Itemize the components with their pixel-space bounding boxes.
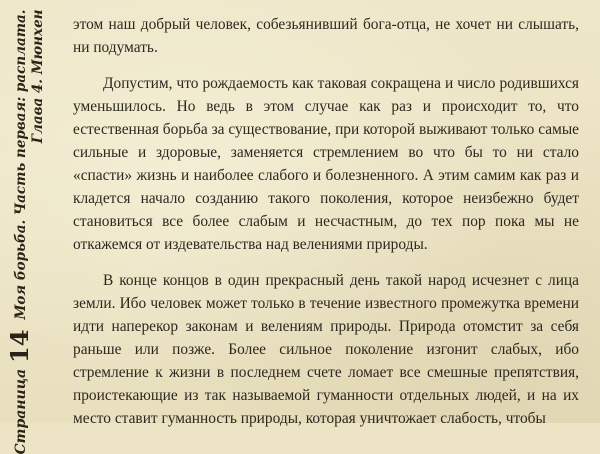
- vertical-header-rotated: [0, 0, 58, 454]
- page-number: 14: [5, 329, 34, 363]
- paragraph-3: В конце концов в один прекрасный день такой народ исчезнет с лица земли. Ибо человек может только в течение известного промежутка времени идти наперекор законам и велениям природы. Природа отомстит за себя раньше или позже. Более сильное поколение изгонит слабых, ибо стремление к жизни в последнем счете ломает все смешные препятствия, проистекающие из так называемой гуманности отдельных людей, и на их место ставит гуманность природы, которая уничтожает слабость, чтобы: [73, 272, 579, 427]
- body-text: [73, 0, 579, 430]
- vertical-header: [0, 0, 58, 454]
- book-title: Моя борьба. Часть первая: расплата.: [13, 9, 29, 320]
- header-line-1: [2, 0, 34, 454]
- paragraph-2: Допустим, что рождаемость как таковая сокращена и число родившихся уменьшилось. Но ведь в этом случае как раз и происходит то, что естественная борьба за существование, при которой выживают только самые сильные и здоровые, заменяется стремлением во что бы то ни стало «спасти» жизнь и наиболее слабого и болезненного. А этим самим как раз и кладется начало созданию такого поколения, которое неизбежно будет становиться все более слабым и несчастным, до тех пор пока мы не откажемся от издевательства над велениями природы.: [73, 75, 579, 253]
- paragraph-1: этом наш добрый человек, собезьянивший бога-отца, не хочет ни слышать, ни подумать.: [73, 16, 579, 56]
- page-label: Страница: [13, 368, 29, 454]
- chapter-title: Глава 4. Мюнхен: [30, 9, 46, 144]
